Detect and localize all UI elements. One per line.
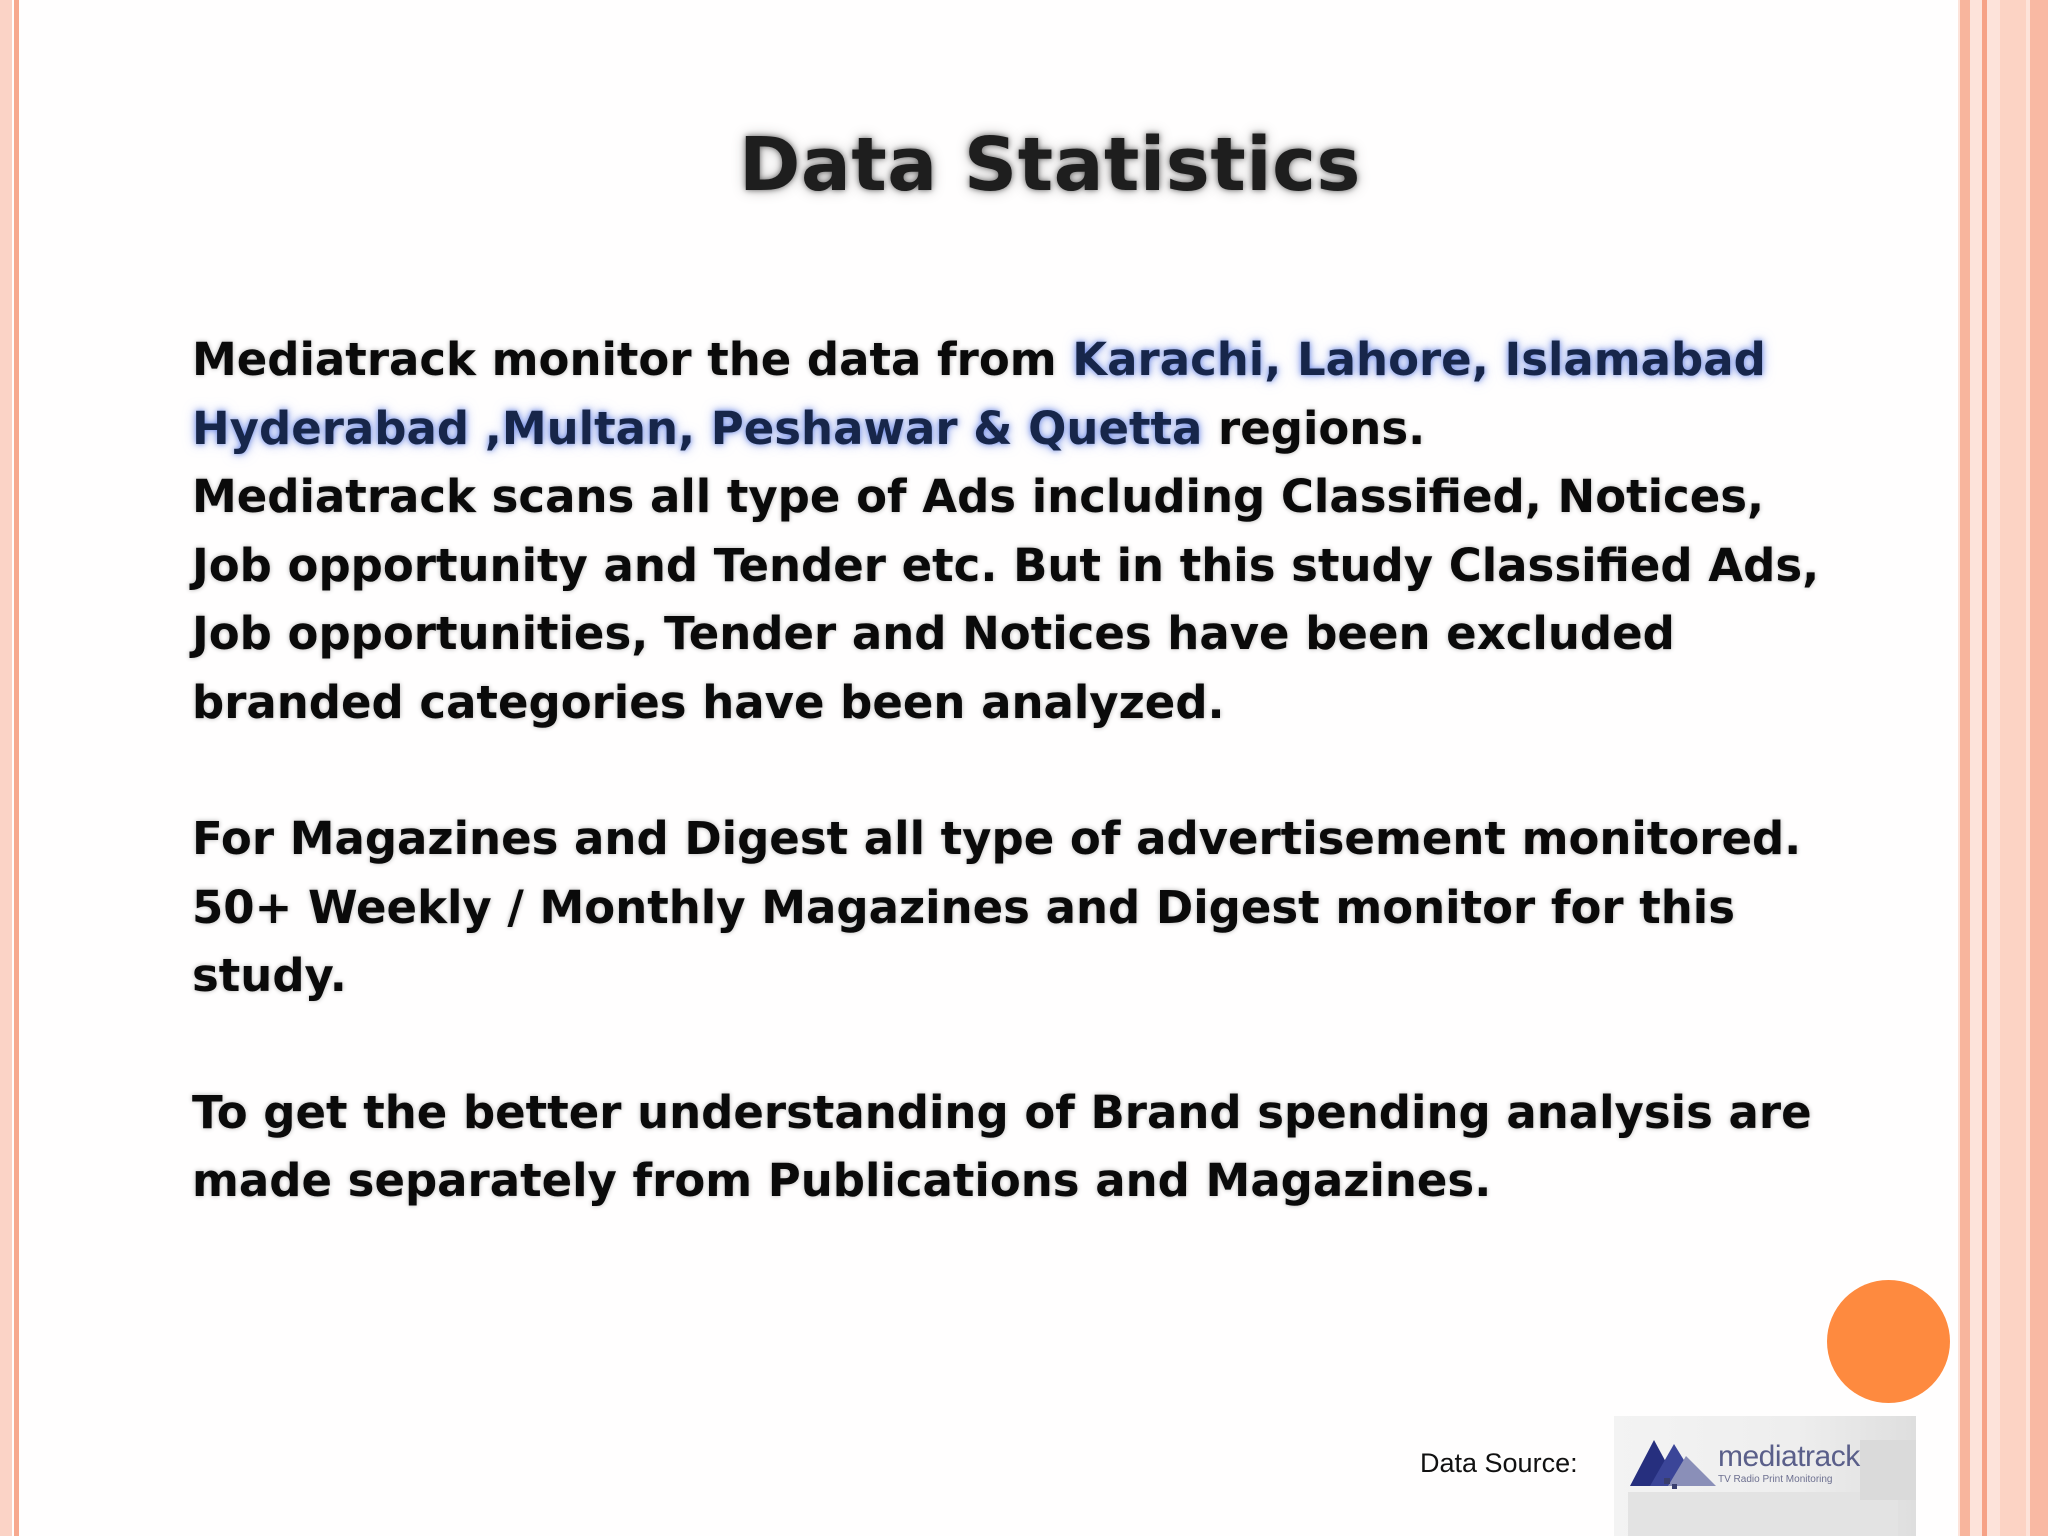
logo-tagline: TV Radio Print Monitoring (1718, 1474, 1833, 1485)
body-text (192, 326, 1842, 1216)
paragraph-brand-spending: To get the better understanding of Brand spending analysis are made separately from Publications and Magazines. (192, 1085, 1812, 1207)
right-border-stripe (1960, 0, 1970, 1536)
left-border-stripe (0, 0, 12, 1536)
right-border-stripe (2030, 0, 2048, 1536)
paragraph-magazines: For Magazines and Digest all type of advertisement monitored. 50+ Weekly / Monthly Magazines and Digest monitor for this study. (192, 812, 1802, 1002)
mediatrack-mountain-icon (1628, 1430, 1718, 1492)
spacer (192, 1011, 1842, 1079)
paragraph-regions (192, 326, 1842, 463)
decorative-circle (1827, 1280, 1950, 1403)
spacer (192, 737, 1842, 805)
data-source-label: Data Source: (1420, 1448, 1578, 1478)
regions-highlight: Hyderabad ,Multan, Peshawar & Quetta (192, 401, 1203, 455)
regions-highlight: Karachi, Lahore, Islamabad (1072, 333, 1766, 386)
logo-backdrop (1628, 1492, 1898, 1536)
paragraph-ads-scope: Mediatrack scans all type of Ads including Classified, Notices, Job opportunity and Tender etc. But in this study Classified Ads, Job opportunities, Tender and Notices have been excluded branded categories have been analyzed. (192, 470, 1820, 729)
slide-title: Data Statistics (739, 122, 1361, 208)
logo-backdrop (1860, 1440, 1916, 1500)
regions-suffix: regions. (1202, 401, 1426, 455)
right-border-line (1982, 0, 1987, 1536)
right-border-stripe (2000, 0, 2026, 1536)
regions-intro: Mediatrack monitor the data from (192, 333, 1073, 386)
left-border-line (14, 0, 19, 1536)
logo-wordmark: mediatrack (1718, 1440, 1860, 1473)
